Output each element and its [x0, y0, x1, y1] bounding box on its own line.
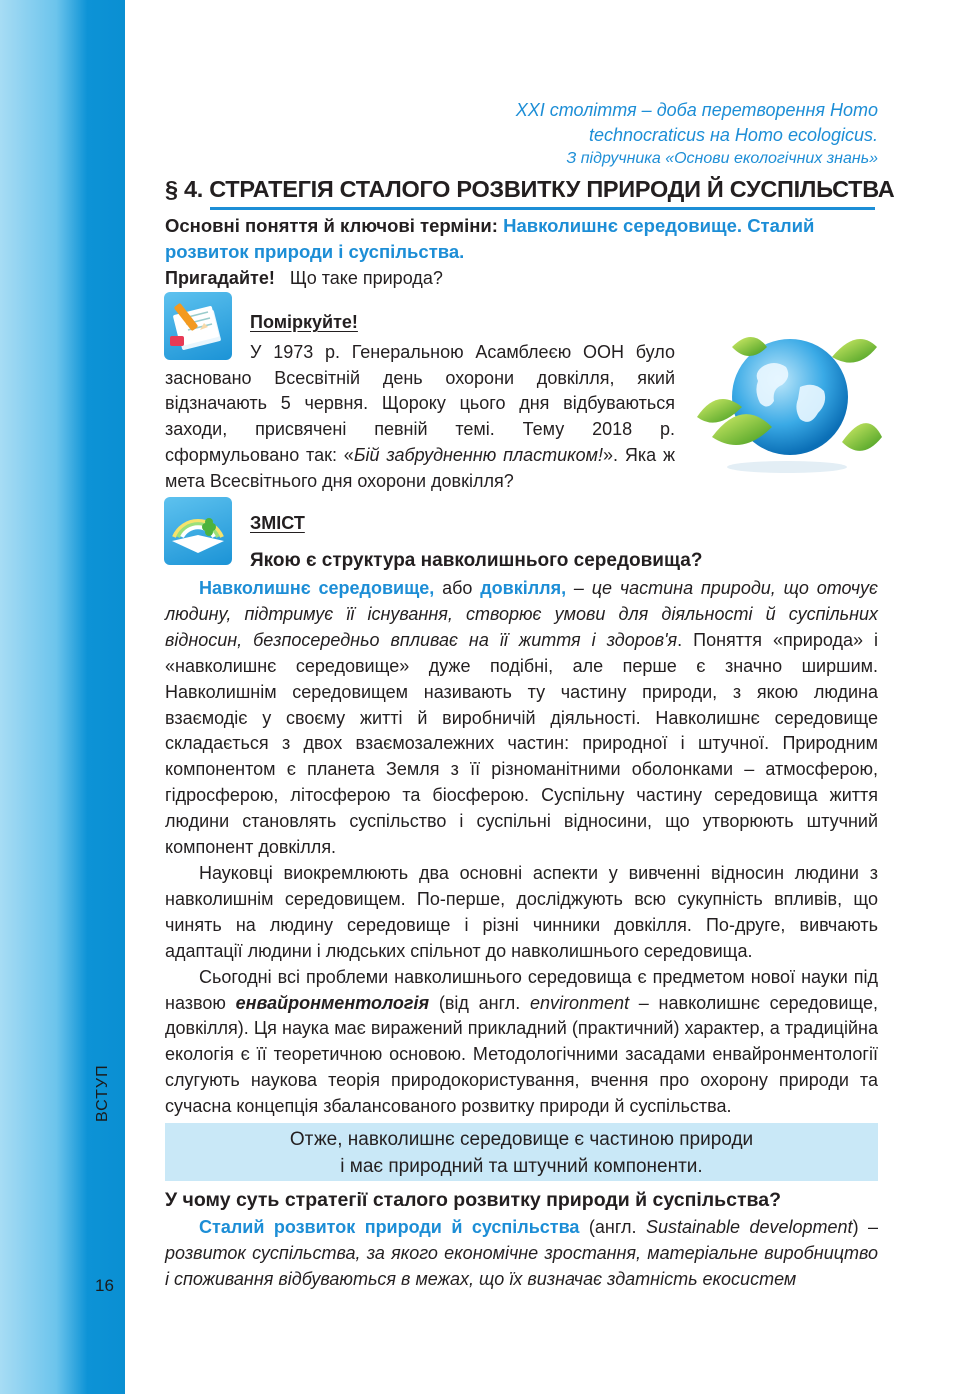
page-number: 16 [95, 1276, 114, 1295]
title-underline [210, 207, 875, 210]
side-band-gap [125, 0, 136, 1394]
globe-leaves-illustration [692, 327, 882, 477]
key-concepts [165, 213, 880, 265]
term-sustainable-development: Сталий розвиток природи й суспільства [199, 1217, 580, 1237]
paragraph-text: – навколишнє середовище, довкілля). Ця наука має виражений прикладний (практичний) характер, а традиційна екологія є її теоретичною основою. Методологічними засадами енвайронментології слугують наукова теорія природокористування, вчення про охорону природи та сучасна концепція збалансованого розвитку природи й суспільства. [165, 992, 879, 1117]
content-heading: ЗМІСТ [250, 513, 305, 533]
think-text-after: ». Яка ж мета Всесвітнього дня охорони довкілля? [165, 444, 676, 491]
epigraph-source: З підручника «Основи екологічних знань» [566, 150, 878, 167]
epigraph-line: technocraticus на Homo ecologicus. [588, 125, 878, 145]
paragraph: Науковці виокремлюють два основні аспекти у вивченні відносин людини з навколишнім середовищем. По-перше, досліджують всю сукупність впливів, що чинять на людину середовище і різні чинники довкілля. По-друге, вивчають адаптації людини і людських спільнот до навколишнього середовища. [165, 862, 878, 961]
conclusion-line: Отже, навколишнє середовище є частиною природи [289, 1129, 754, 1150]
conclusion-line: і має природний та штучний компоненти. [340, 1156, 703, 1177]
paragraph-text: . Поняття «природа» і «навколишнє середовище» дуже подібні, але перше є значно ширшим. Навколишнім середовищем називають ту частину природи, з якою людина взаємодіє у своєму житті й виробничій діяльності. Навколишнє середовище складається з двох взаємозалежних частин: природної і штучної. Природним компонентом є планета Земля з її різноманітними оболонками – атмосферою, гідросферою, літосферою та біосферою. Суспільну частину середовища життя людини становлять суспільство і суспільні відносини, що утворюють штучний компонент довкілля. [165, 629, 878, 858]
section-question: Якою є структура навколишнього середовища? [250, 550, 703, 571]
term-dovkillia: довкілля, [480, 578, 567, 598]
epigraph [318, 98, 878, 170]
definition: – це частина природи, що оточує людину, підтримує її існування, створює умови для діяльності й суспільних відносин, безпосередньо впливає на її життя і здоров'я [165, 578, 878, 650]
paren-open: (англ. [579, 1217, 646, 1237]
think-text-italic: Бій забрудненню пластиком! [353, 444, 604, 465]
definition: розвиток суспільства, за якого економічне зростання, матеріальне виробництво і споживання відбуваються в межах, що їх визначає здатність екосистем [165, 1243, 878, 1289]
term-environmentology: енвайронментологія [235, 992, 430, 1013]
think-text [165, 340, 675, 494]
epigraph-line: XXI століття – доба перетворення Homo [515, 100, 878, 120]
paragraph [165, 1214, 878, 1292]
page-title: § 4. СТРАТЕГІЯ СТАЛОГО РОЗВИТКУ ПРИРОДИ Й СУСПІЛЬСТВА [165, 176, 895, 202]
paren-close: ) – [852, 1217, 879, 1237]
paragraph-text: (від англ. [429, 992, 531, 1013]
section-question: У чому суть стратегії сталого розвитку природи й суспільства? [165, 1189, 782, 1211]
text-or: або [434, 578, 481, 598]
think-text-before: У 1973 р. Генеральною Асамблеєю ООН було засновано Всесвітній день охорони довкілля, який відзначають 5 червня. Щороку цього дня відбуваються заходи, присвячені певній темі. Тему 2018 р. сформульовано так: « [165, 342, 675, 465]
remember-question: Що таке природа? [289, 268, 443, 288]
remember-block [165, 266, 443, 290]
paragraph [165, 576, 878, 861]
conclusion-box [165, 1123, 878, 1181]
side-band [0, 0, 125, 1394]
main-text [165, 576, 878, 1120]
paragraph-text: Сьогодні всі проблеми навколишнього середовища є предметом нової науки під назвою [165, 966, 878, 1013]
paragraph [165, 965, 878, 1120]
sustainable-development-text [165, 1214, 878, 1292]
remember-label: Пригадайте! [165, 268, 275, 288]
book-clover-icon [164, 497, 232, 565]
english-word: environment [530, 992, 630, 1013]
key-concepts-label: Основні поняття й ключові терміни: [165, 215, 504, 236]
section-label: ВСТУП [94, 1064, 111, 1122]
english-term: Sustainable development [645, 1217, 853, 1237]
key-concepts-terms: Навколишнє середовище. Сталий розвиток природи і суспільства. [165, 215, 815, 262]
term-environment: Навколишнє середовище, [199, 578, 435, 598]
think-heading: Поміркуйте! [250, 312, 358, 332]
